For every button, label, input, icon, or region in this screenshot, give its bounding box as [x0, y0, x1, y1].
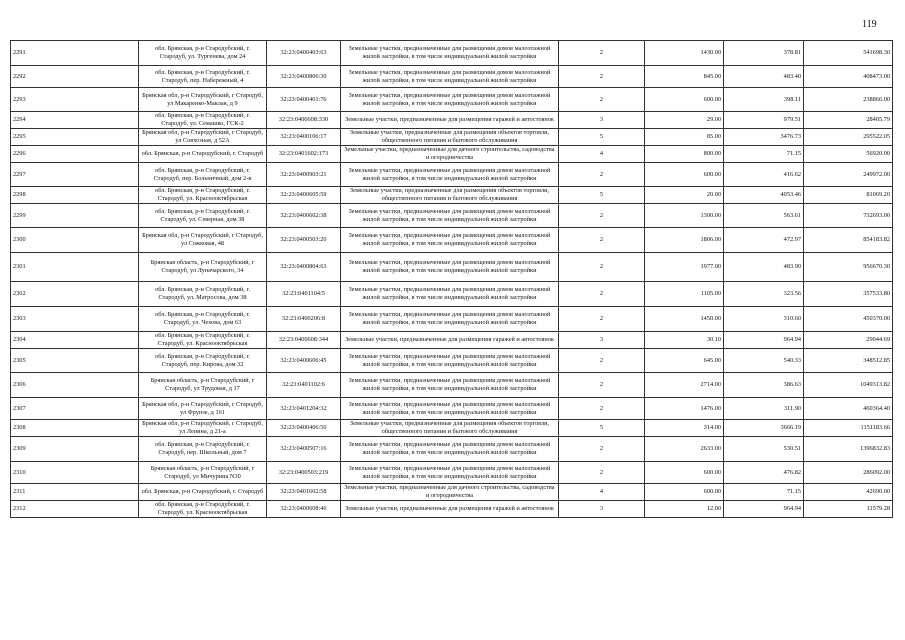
- row-number-cell: 2312: [11, 501, 139, 518]
- table-row: [11, 373, 893, 398]
- address-cell: обл. Брянская, р-н Стародубский, г. Стародуб, ул. Чехова, дом 63: [139, 307, 267, 332]
- row-number-cell: 2302: [11, 282, 139, 307]
- address-cell: обл. Брянская, р-н Стародубский, г. Стародуб, ул. Тургенева, дом 24: [139, 41, 267, 66]
- cadastral-value-cell: 29044.69: [804, 332, 893, 349]
- land-use-cell: Земельные участки, предназначенные для размещения домов малоэтажной жилой застройки, в том числе индивидуальной жилой застройки: [341, 41, 559, 66]
- land-use-cell: Земельные участки, предназначенные для размещения гаражей и автостоянок: [341, 332, 559, 349]
- land-use-cell: Земельные участки, предназначенные для размещения домов малоэтажной жилой застройки, в том числе индивидуальной жилой застройки: [341, 88, 559, 112]
- use-group-cell: 2: [559, 462, 645, 484]
- address-cell: Брянская область, р-н Стародубский, г Стародуб, ул Луначарского, 34: [139, 253, 267, 282]
- specific-value-cell: 483.90: [724, 253, 804, 282]
- cadastral-number-cell: 32:23:0400606:45: [267, 349, 341, 373]
- area-cell: 845.00: [645, 66, 724, 88]
- row-number-cell: 2297: [11, 163, 139, 187]
- area-cell: 800.00: [645, 146, 724, 163]
- cadastral-value-cell: 1151183.66: [804, 420, 893, 437]
- use-group-cell: 4: [559, 146, 645, 163]
- specific-value-cell: 398.11: [724, 88, 804, 112]
- area-cell: 1105.00: [645, 282, 724, 307]
- area-cell: 1476.00: [645, 398, 724, 420]
- area-cell: 314.00: [645, 420, 724, 437]
- use-group-cell: 5: [559, 187, 645, 204]
- land-use-cell: Земельные участки, предназначенные для размещения домов малоэтажной жилой застройки, в том числе индивидуальной жилой застройки: [341, 163, 559, 187]
- cadastral-value-cell: 56920.00: [804, 146, 893, 163]
- cadastral-number-cell: 32:23:0400806:30: [267, 66, 341, 88]
- cadastral-value-cell: 11579.28: [804, 501, 893, 518]
- specific-value-cell: 964.94: [724, 501, 804, 518]
- table-row: [11, 146, 893, 163]
- cadastral-value-cell: 1396832.83: [804, 437, 893, 462]
- table-row: [11, 484, 893, 501]
- area-cell: 600.00: [645, 163, 724, 187]
- address-cell: Брянская область, р-н Стародубский, г Стародуб, ул Мичурина N30: [139, 462, 267, 484]
- area-cell: 29.00: [645, 112, 724, 129]
- land-use-cell: Земельные участки, предназначенные для размещения объектов торговли, общественного питания и бытового обслуживания: [341, 420, 559, 437]
- land-use-cell: Земельные участки, предназначенные для размещения гаражей и автостоянок: [341, 112, 559, 129]
- table-row: [11, 437, 893, 462]
- cadastral-number-cell: 32:23:0400608:344: [267, 332, 341, 349]
- land-use-cell: Земельные участки, предназначенные для размещения домов малоэтажной жилой застройки, в том числе индивидуальной жилой застройки: [341, 398, 559, 420]
- use-group-cell: 2: [559, 437, 645, 462]
- address-cell: обл. Брянская, р-н Стародубский, г. Стародуб, ул. Краснооктябрьская: [139, 332, 267, 349]
- table-row: [11, 420, 893, 437]
- specific-value-cell: 964.94: [724, 332, 804, 349]
- area-cell: 1430.00: [645, 41, 724, 66]
- specific-value-cell: 472.97: [724, 228, 804, 253]
- cadastral-number-cell: 32:23:0400507:16: [267, 437, 341, 462]
- row-number-cell: 2309: [11, 437, 139, 462]
- use-group-cell: 5: [559, 420, 645, 437]
- cadastral-number-cell: 32:23:0401104:5: [267, 282, 341, 307]
- land-use-cell: Земельные участки, предназначенные для размещения домов малоэтажной жилой застройки, в том числе индивидуальной жилой застройки: [341, 66, 559, 88]
- land-use-cell: Земельные участки, предназначенные для размещения домов малоэтажной жилой застройки, в том числе индивидуальной жилой застройки: [341, 462, 559, 484]
- cadastral-value-cell: 42690.00: [804, 484, 893, 501]
- cadastral-number-cell: 32:23:0400503:20: [267, 228, 341, 253]
- specific-value-cell: 4053.46: [724, 187, 804, 204]
- specific-value-cell: 3476.73: [724, 129, 804, 146]
- specific-value-cell: 311.90: [724, 398, 804, 420]
- area-cell: 30.10: [645, 332, 724, 349]
- row-number-cell: 2291: [11, 41, 139, 66]
- use-group-cell: 2: [559, 228, 645, 253]
- cadastral-number-cell: 32:23:0400406:50: [267, 420, 341, 437]
- use-group-cell: 4: [559, 484, 645, 501]
- table-row: [11, 88, 893, 112]
- cadastral-value-cell: 295522.05: [804, 129, 893, 146]
- cadastral-number-cell: 32:23:0400804:63: [267, 253, 341, 282]
- table-row: [11, 349, 893, 373]
- address-cell: обл. Брянская, р-н Стародубский, г. Стародуб, ул. Северная, дом 38: [139, 204, 267, 228]
- row-number-cell: 2294: [11, 112, 139, 129]
- table-row: [11, 41, 893, 66]
- land-use-cell: Земельные участки, предназначенные для размещения домов малоэтажной жилой застройки, в том числе индивидуальной жилой застройки: [341, 228, 559, 253]
- cadastral-value-cell: 238866.00: [804, 88, 893, 112]
- area-cell: 1300.00: [645, 204, 724, 228]
- use-group-cell: 2: [559, 398, 645, 420]
- row-number-cell: 2293: [11, 88, 139, 112]
- table-row: [11, 204, 893, 228]
- table-row: [11, 332, 893, 349]
- cadastral-number-cell: 32:23:0401602:173: [267, 146, 341, 163]
- area-cell: 600.00: [645, 484, 724, 501]
- land-use-cell: Земельные участки, предназначенные для размещения объектов торговли, общественного питания и бытового обслуживания: [341, 129, 559, 146]
- cadastral-value-cell: 28405.79: [804, 112, 893, 129]
- cadastral-value-cell: 286092.00: [804, 462, 893, 484]
- row-number-cell: 2308: [11, 420, 139, 437]
- land-use-cell: Земельные участки, предназначенные для размещения объектов торговли, общественного питания и бытового обслуживания: [341, 187, 559, 204]
- row-number-cell: 2307: [11, 398, 139, 420]
- address-cell: обл. Брянская, р-н Стародубский, г. Стародуб, пер. Больничный, дом 2-в: [139, 163, 267, 187]
- specific-value-cell: 71.15: [724, 146, 804, 163]
- cadastral-number-cell: 32:23:0400608:330: [267, 112, 341, 129]
- use-group-cell: 3: [559, 332, 645, 349]
- use-group-cell: 2: [559, 41, 645, 66]
- specific-value-cell: 71.15: [724, 484, 804, 501]
- cadastral-number-cell: 32:23:0401602:58: [267, 484, 341, 501]
- cadastral-value-cell: 956670.30: [804, 253, 893, 282]
- specific-value-cell: 386.63: [724, 373, 804, 398]
- table-row: [11, 501, 893, 518]
- address-cell: обл. Брянская, р-н Стародубский, г. Стародуб: [139, 146, 267, 163]
- table-row: [11, 187, 893, 204]
- address-cell: Брянская обл, р-н Стародубский, г Стародуб, ул Совхозная, д 52А: [139, 129, 267, 146]
- table-row: [11, 228, 893, 253]
- area-cell: 12.00: [645, 501, 724, 518]
- cadastral-value-cell: 450370.00: [804, 307, 893, 332]
- row-number-cell: 2311: [11, 484, 139, 501]
- address-cell: обл. Брянская, р-н Стародубский, г. Стародуб, пер. Кирова, дом 32: [139, 349, 267, 373]
- cadastral-value-cell: 249972.00: [804, 163, 893, 187]
- address-cell: Брянская обл, р-н Стародубский, г Стародуб, ул Ленина, д 21-а: [139, 420, 267, 437]
- address-cell: Брянская обл, р-н Стародубский, г Стародуб, ул Фрунзе, д 161: [139, 398, 267, 420]
- cadastral-number-cell: 32:23:0400503:219: [267, 462, 341, 484]
- area-cell: 2714.00: [645, 373, 724, 398]
- cadastral-value-cell: 348512.85: [804, 349, 893, 373]
- page-number: 119: [862, 19, 877, 30]
- table-row: [11, 112, 893, 129]
- area-cell: 20.00: [645, 187, 724, 204]
- specific-value-cell: 530.51: [724, 437, 804, 462]
- cadastral-number-cell: 32:23:0400608:46: [267, 501, 341, 518]
- row-number-cell: 2299: [11, 204, 139, 228]
- land-use-cell: Земельные участки, предназначенные для размещения домов малоэтажной жилой застройки, в том числе индивидуальной жилой застройки: [341, 373, 559, 398]
- area-cell: 1977.00: [645, 253, 724, 282]
- land-use-cell: Земельные участки, предназначенные для размещения домов малоэтажной жилой застройки, в том числе индивидуальной жилой застройки: [341, 253, 559, 282]
- cadastral-number-cell: 32:23:0400206:8: [267, 307, 341, 332]
- area-cell: 600.00: [645, 462, 724, 484]
- table-row: [11, 398, 893, 420]
- specific-value-cell: 310.60: [724, 307, 804, 332]
- cadastral-value-table: [10, 40, 893, 518]
- specific-value-cell: 483.40: [724, 66, 804, 88]
- row-number-cell: 2306: [11, 373, 139, 398]
- table-body: [11, 41, 893, 518]
- land-use-cell: Земельные участки, предназначенные для размещения домов малоэтажной жилой застройки, в том числе индивидуальной жилой застройки: [341, 204, 559, 228]
- address-cell: обл. Брянская, р-н Стародубский, г. Стародуб, пер. Набережный, 4: [139, 66, 267, 88]
- row-number-cell: 2305: [11, 349, 139, 373]
- land-use-cell: Земельные участки, предназначенные для дачного строительства, садоводства и огородничества: [341, 146, 559, 163]
- row-number-cell: 2300: [11, 228, 139, 253]
- cadastral-number-cell: 32:23:0400903:21: [267, 163, 341, 187]
- address-cell: обл. Брянская, р-н Стародубский, г. Стародуб: [139, 484, 267, 501]
- row-number-cell: 2301: [11, 253, 139, 282]
- use-group-cell: 2: [559, 349, 645, 373]
- row-number-cell: 2296: [11, 146, 139, 163]
- cadastral-number-cell: 32:23:0400403:63: [267, 41, 341, 66]
- use-group-cell: 2: [559, 253, 645, 282]
- cadastral-number-cell: 32:23:0400401:76: [267, 88, 341, 112]
- row-number-cell: 2295: [11, 129, 139, 146]
- table-row: [11, 307, 893, 332]
- cadastral-value-cell: 408473.00: [804, 66, 893, 88]
- land-use-cell: Земельные участки, предназначенные для размещения домов малоэтажной жилой застройки, в том числе индивидуальной жилой застройки: [341, 349, 559, 373]
- area-cell: 85.00: [645, 129, 724, 146]
- table-row: [11, 462, 893, 484]
- specific-value-cell: 378.81: [724, 41, 804, 66]
- row-number-cell: 2304: [11, 332, 139, 349]
- area-cell: 645.00: [645, 349, 724, 373]
- land-use-cell: Земельные участки, предназначенные для размещения домов малоэтажной жилой застройки, в том числе индивидуальной жилой застройки: [341, 307, 559, 332]
- cadastral-number-cell: 32:23:0400602:38: [267, 204, 341, 228]
- area-cell: 1450.00: [645, 307, 724, 332]
- address-cell: обл. Брянская, р-н Стародубский, г. Стародуб, ул. Краснооктябрьская: [139, 501, 267, 518]
- cadastral-number-cell: 32:23:0400605:59: [267, 187, 341, 204]
- specific-value-cell: 476.82: [724, 462, 804, 484]
- use-group-cell: 5: [559, 129, 645, 146]
- address-cell: обл. Брянская, р-н Стародубский, г. Стародуб, пер. Школьный, дом 7: [139, 437, 267, 462]
- cadastral-number-cell: 32:23:0400106:17: [267, 129, 341, 146]
- cadastral-value-cell: 854183.82: [804, 228, 893, 253]
- use-group-cell: 2: [559, 373, 645, 398]
- area-cell: 2633.00: [645, 437, 724, 462]
- address-cell: Брянская обл, р-н Стародубский, г Стародуб, ул Сожковая, 48: [139, 228, 267, 253]
- use-group-cell: 2: [559, 282, 645, 307]
- row-number-cell: 2292: [11, 66, 139, 88]
- cadastral-value-cell: 732693.00: [804, 204, 893, 228]
- cadastral-value-cell: 81069.20: [804, 187, 893, 204]
- use-group-cell: 3: [559, 501, 645, 518]
- specific-value-cell: 540.33: [724, 349, 804, 373]
- land-use-cell: Земельные участки, предназначенные для размещения домов малоэтажной жилой застройки, в том числе индивидуальной жилой застройки: [341, 437, 559, 462]
- table-row: [11, 282, 893, 307]
- area-cell: 600.00: [645, 88, 724, 112]
- address-cell: Брянская обл, р-н Стародубский, г Стародуб, ул Макаренко-Маклая, д 9: [139, 88, 267, 112]
- address-cell: обл. Брянская, р-н Стародубский, г. Стародуб, ул. Семашко, ГСК-2: [139, 112, 267, 129]
- row-number-cell: 2298: [11, 187, 139, 204]
- area-cell: 1806.00: [645, 228, 724, 253]
- cadastral-value-cell: 460364.40: [804, 398, 893, 420]
- cadastral-value-cell: 1049313.82: [804, 373, 893, 398]
- table-row: [11, 253, 893, 282]
- cadastral-value-cell: 541698.30: [804, 41, 893, 66]
- use-group-cell: 2: [559, 88, 645, 112]
- table-row: [11, 129, 893, 146]
- use-group-cell: 2: [559, 307, 645, 332]
- address-cell: Брянская область, р-н Стародубский, г Стародуб, ул Трудовая, д 17: [139, 373, 267, 398]
- specific-value-cell: 979.51: [724, 112, 804, 129]
- land-use-cell: Земельные участки, предназначенные для размещения гаражей и автостоянок: [341, 501, 559, 518]
- address-cell: обл. Брянская, р-н Стародубский, г. Стародуб, ул. Краснооктябрьская: [139, 187, 267, 204]
- cadastral-number-cell: 32:23:0401102:6: [267, 373, 341, 398]
- land-use-cell: Земельные участки, предназначенные для дачного строительства, садоводства и огородничества: [341, 484, 559, 501]
- specific-value-cell: 3666.19: [724, 420, 804, 437]
- use-group-cell: 2: [559, 66, 645, 88]
- land-use-cell: Земельные участки, предназначенные для размещения домов малоэтажной жилой застройки, в том числе индивидуальной жилой застройки: [341, 282, 559, 307]
- address-cell: обл. Брянская, р-н Стародубский, г. Стародуб, ул. Матросова, дом 38: [139, 282, 267, 307]
- use-group-cell: 2: [559, 163, 645, 187]
- cadastral-value-cell: 357533.80: [804, 282, 893, 307]
- cadastral-number-cell: 32:23:0401204:32: [267, 398, 341, 420]
- row-number-cell: 2310: [11, 462, 139, 484]
- specific-value-cell: 563.61: [724, 204, 804, 228]
- specific-value-cell: 416.62: [724, 163, 804, 187]
- use-group-cell: 3: [559, 112, 645, 129]
- table-row: [11, 163, 893, 187]
- specific-value-cell: 323.56: [724, 282, 804, 307]
- table-row: [11, 66, 893, 88]
- row-number-cell: 2303: [11, 307, 139, 332]
- use-group-cell: 2: [559, 204, 645, 228]
